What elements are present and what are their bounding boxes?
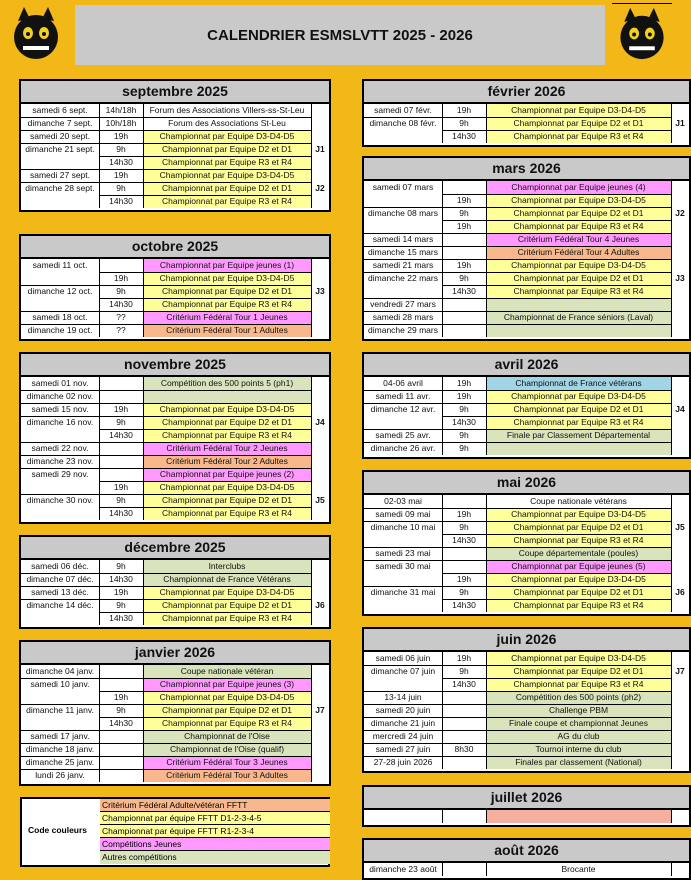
event-date [364, 678, 442, 691]
event-time [442, 298, 486, 311]
event-time: 19h [456, 653, 472, 663]
event-time [442, 863, 486, 876]
month-block-may [362, 470, 691, 616]
event-time: 9h [116, 705, 126, 715]
event-time: 19h [113, 404, 129, 414]
event-name: Championnat par Equipe jeunes (1) [143, 259, 311, 272]
month-title: novembre 2025 [21, 354, 329, 377]
event-time [99, 468, 143, 481]
event-time [442, 730, 486, 743]
event-date [21, 156, 99, 169]
event-name: Championnat par Equipe D2 et D1 [486, 272, 671, 285]
round-label: J1 [675, 118, 685, 128]
event-date [364, 130, 442, 143]
event-name: Finales par classement (National) [486, 756, 671, 769]
legend-item: Critérium Fédéral Adulte/vétéran FFTT [100, 799, 330, 812]
event-time [99, 730, 143, 743]
round-label: J2 [315, 183, 325, 193]
event-name: Championnat par Equipe D2 et D1 [486, 117, 671, 130]
event-time: ?? [116, 325, 126, 335]
event-date: dimanche 12 oct. [27, 286, 93, 296]
event-name: Championnat par Equipe D2 et D1 [143, 494, 311, 507]
event-date: dimanche 02 nov. [26, 391, 94, 401]
event-name: Compétition des 500 points (ph2) [486, 691, 671, 704]
event-date: dimanche 26 avr. [370, 443, 436, 453]
event-date: dimanche 23 nov. [26, 456, 94, 466]
event-time [99, 442, 143, 455]
event-name: Championnat de l'Oise (qualif) [143, 743, 311, 756]
event-time: 19h [456, 195, 472, 205]
event-time [442, 233, 486, 246]
event-name: Championnat par Equipe D3-D4-D5 [143, 691, 311, 704]
event-time: 9h [459, 587, 469, 597]
event-date [21, 272, 99, 285]
event-time: 9h [116, 495, 126, 505]
round-label: J6 [675, 587, 685, 597]
event-time: 19h [456, 260, 472, 270]
month-block-jul [362, 785, 691, 827]
round-label: J3 [675, 273, 685, 283]
event-name [143, 390, 311, 403]
event-name: Championnat par Equipe D3-D4-D5 [486, 259, 671, 272]
event-date: samedi 25 avr. [375, 430, 431, 440]
event-date: samedi 22 nov. [31, 443, 89, 453]
event-time: 14h30 [109, 718, 133, 728]
event-date [364, 285, 442, 298]
event-time: 9h [459, 208, 469, 218]
event-time [99, 743, 143, 756]
event-date: dimanche 10 mai [370, 522, 436, 532]
event-date: dimanche 16 nov. [26, 417, 94, 427]
event-date: dimanche 21 juin [370, 718, 436, 728]
event-date: samedi 07 mars [372, 182, 434, 192]
page-title: CALENDRIER ESMSLVTT 2025 - 2026 [75, 5, 605, 65]
event-time [99, 678, 143, 691]
event-name: Interclubs [143, 560, 311, 573]
event-date: samedi 11 oct. [32, 260, 88, 270]
event-name: Championnat de France Vétérans [143, 573, 311, 586]
event-time: 9h [459, 443, 469, 453]
event-time [442, 704, 486, 717]
event-date [21, 507, 99, 520]
event-date: dimanche 23 août [369, 864, 437, 874]
event-date: dimanche 22 mars [368, 273, 438, 283]
event-date: 02-03 mai [384, 496, 422, 506]
event-name: Challenge PBM [486, 704, 671, 717]
event-name: Championnat par Equipe jeunes (4) [486, 181, 671, 194]
event-name: Championnat par Equipe D2 et D1 [486, 586, 671, 599]
event-date: dimanche 28 sept. [25, 183, 95, 193]
event-time: 14h30 [452, 679, 476, 689]
event-name: Critérium Fédéral Tour 4 Jeunes [486, 233, 671, 246]
month-title: février 2026 [364, 81, 689, 104]
event-name: Championnat par Equipe R3 et R4 [143, 298, 311, 311]
event-name [486, 324, 671, 337]
event-date [364, 534, 442, 547]
event-name: Championnat par Equipe R3 et R4 [486, 599, 671, 612]
event-name: Championnat par Equipe D2 et D1 [143, 704, 311, 717]
event-time: 14h30 [109, 508, 133, 518]
event-date: dimanche 29 mars [368, 325, 438, 335]
event-date: samedi 11 avr. [375, 391, 431, 401]
event-date [364, 194, 442, 207]
event-name: Championnat par Equipe D3-D4-D5 [486, 573, 671, 586]
month-title: août 2026 [364, 840, 689, 863]
round-label: J7 [675, 666, 685, 676]
event-time: 14h/18h [105, 105, 137, 115]
month-block-apr [362, 352, 691, 459]
event-name: Championnat par Equipe D2 et D1 [143, 416, 311, 429]
event-time: 14h30 [109, 613, 133, 623]
event-date: mercredi 24 juin [372, 731, 434, 741]
round-label: J2 [675, 208, 685, 218]
event-name: Championnat par Equipe D3-D4-D5 [486, 652, 671, 665]
event-date: dimanche 12 avr. [370, 404, 436, 414]
event-name: Championnat par Equipe R3 et R4 [486, 130, 671, 143]
club-logo-left [6, 3, 66, 63]
event-time [442, 547, 486, 560]
round-label: J5 [315, 495, 325, 505]
event-date: samedi 20 sept. [29, 131, 90, 141]
month-block-feb [362, 79, 691, 147]
event-date: dimanche 19 oct. [27, 325, 93, 335]
event-date [364, 220, 442, 233]
color-legend [20, 797, 330, 867]
event-time [442, 246, 486, 259]
event-time: 19h [113, 131, 129, 141]
event-date: dimanche 7 sept. [27, 118, 93, 128]
event-date: samedi 23 mai [375, 548, 431, 558]
event-date: dimanche 04 janv. [25, 666, 95, 676]
month-block-jun [362, 627, 691, 773]
event-name: Championnat par Equipe R3 et R4 [486, 678, 671, 691]
event-name: Coupe nationale vétéran [143, 665, 311, 678]
event-date [21, 691, 99, 704]
event-date: dimanche 07 déc. [26, 574, 94, 584]
event-time: 9h [116, 183, 126, 193]
event-date: dimanche 07 juin [370, 666, 436, 676]
event-name: Championnat par Equipe R3 et R4 [486, 220, 671, 233]
event-date: dimanche 21 sept. [25, 144, 95, 154]
event-time [99, 259, 143, 272]
event-date: samedi 09 mai [375, 509, 431, 519]
event-time [442, 560, 486, 573]
event-time: 19h [113, 170, 129, 180]
event-time: 14h30 [452, 535, 476, 545]
event-name: Championnat par Equipe D3-D4-D5 [486, 390, 671, 403]
event-name: Forum des Associations St-Leu [168, 118, 286, 128]
event-date: dimanche 14 déc. [26, 600, 94, 610]
event-time: 14h30 [109, 196, 133, 206]
event-name [486, 810, 671, 823]
event-date: samedi 20 juin [375, 705, 431, 715]
event-date [21, 612, 99, 625]
event-name: Championnat par Equipe D3-D4-D5 [143, 272, 311, 285]
event-time: 19h [456, 574, 472, 584]
event-time: 9h [459, 273, 469, 283]
event-name: Championnat par Equipe D2 et D1 [486, 207, 671, 220]
legend-item: Championnat par équipe FFTT R1-2-3-4 [100, 825, 330, 838]
event-date: samedi 21 mars [372, 260, 434, 270]
event-name: Championnat par Equipe D2 et D1 [143, 285, 311, 298]
event-time [442, 756, 486, 769]
event-date: dimanche 30 nov. [26, 495, 94, 505]
event-date: dimanche 15 mars [368, 247, 438, 257]
event-date: 27-28 juin 2026 [373, 757, 433, 767]
event-name: Championnat par Equipe D3-D4-D5 [143, 130, 311, 143]
month-block-mar [362, 156, 691, 341]
event-time: 14h30 [452, 600, 476, 610]
event-name: Championnat par Equipe R3 et R4 [143, 507, 311, 520]
event-time: 14h30 [109, 299, 133, 309]
round-label: J4 [675, 404, 685, 414]
event-name: Championnat par Equipe R3 et R4 [143, 156, 311, 169]
event-date: samedi 07 févr. [374, 105, 432, 115]
month-title: mars 2026 [364, 158, 689, 181]
event-name [486, 442, 671, 455]
event-date: samedi 06 juin [375, 653, 431, 663]
event-time [99, 377, 143, 390]
event-time [442, 324, 486, 337]
month-title: janvier 2026 [21, 642, 329, 665]
legend-label: Code couleurs [28, 825, 88, 835]
event-time [442, 181, 486, 194]
event-date: dimanche 18 janv. [25, 744, 95, 754]
event-date: samedi 13 déc. [31, 587, 89, 597]
event-date [21, 481, 99, 494]
month-block-dec [19, 535, 331, 629]
club-logo-right [612, 3, 672, 63]
event-time: 9h [459, 118, 469, 128]
event-name: Championnat par Equipe R3 et R4 [486, 416, 671, 429]
header [0, 0, 691, 66]
month-title: avril 2026 [364, 354, 689, 377]
event-name: Compétition des 500 points 5 (ph1) [143, 377, 311, 390]
event-date: 13-14 juin [384, 692, 422, 702]
event-date: dimanche 11 janv. [26, 705, 94, 715]
legend-item: Autres compétitions [100, 851, 330, 864]
round-label: J3 [315, 286, 325, 296]
event-date: samedi 29 nov. [31, 469, 89, 479]
event-date: samedi 17 janv. [30, 731, 90, 741]
event-time: 19h [113, 587, 129, 597]
event-date: samedi 06 déc. [31, 561, 89, 571]
event-time: 14h30 [452, 417, 476, 427]
event-date: samedi 27 juin [375, 744, 431, 754]
event-name: Championnat par Equipe D2 et D1 [486, 665, 671, 678]
event-name: Championnat de France vétérans [486, 377, 671, 390]
event-name: Championnat par Equipe D3-D4-D5 [486, 104, 671, 117]
event-name: Critérium Fédéral Tour 3 Jeunes [143, 756, 311, 769]
month-title: décembre 2025 [21, 537, 329, 560]
event-time [99, 756, 143, 769]
event-name: Coupe nationale vétérans [530, 496, 627, 506]
event-date: samedi 6 sept. [32, 105, 88, 115]
month-block-sep [19, 79, 331, 212]
event-time: 19h [456, 105, 472, 115]
event-time: 9h [116, 600, 126, 610]
event-name: Championnat par Equipe D2 et D1 [143, 599, 311, 612]
event-name: Championnat par Equipe D2 et D1 [143, 182, 311, 195]
event-name: Finale par Classement Départemental [486, 429, 671, 442]
event-time [442, 810, 486, 823]
round-label: J4 [315, 417, 325, 427]
event-name: Championnat par Equipe D3-D4-D5 [143, 481, 311, 494]
event-date: samedi 30 mai [375, 561, 431, 571]
month-title: mai 2026 [364, 472, 689, 495]
event-date: samedi 01 nov. [31, 378, 89, 388]
event-name: Championnat par Equipe R3 et R4 [143, 612, 311, 625]
event-time: 19h [113, 482, 129, 492]
event-name [486, 298, 671, 311]
month-block-jan [19, 640, 331, 786]
event-name: Championnat par Equipe D3-D4-D5 [143, 403, 311, 416]
event-name: Championnat par Equipe D3-D4-D5 [143, 169, 311, 182]
event-name: Championnat par Equipe R3 et R4 [143, 429, 311, 442]
event-time: 9h [459, 404, 469, 414]
event-time [99, 769, 143, 782]
event-name: Championnat par Equipe D2 et D1 [486, 521, 671, 534]
event-name: Championnat par Equipe R3 et R4 [486, 285, 671, 298]
event-name: Critérium Fédéral Tour 1 Jeunes [143, 311, 311, 324]
event-time: 14h30 [109, 574, 133, 584]
event-time: 10h/18h [105, 118, 137, 128]
event-time [99, 455, 143, 468]
event-name: Finale coupe et championnat Jeunes [486, 717, 671, 730]
event-date [364, 416, 442, 429]
event-time: 9h [116, 286, 126, 296]
event-time: 9h [459, 522, 469, 532]
month-block-nov [19, 352, 331, 524]
event-name: Championnat par Equipe D3-D4-D5 [143, 586, 311, 599]
event-name: Critérium Fédéral Tour 1 Adultes [143, 324, 311, 337]
event-date [21, 298, 99, 311]
event-name: Championnat par Equipe R3 et R4 [486, 534, 671, 547]
event-name: Championnat de l'Oise [143, 730, 311, 743]
event-time: 14h30 [452, 131, 476, 141]
event-date: 04-06 avril [383, 378, 423, 388]
event-name: Championnat par Equipe jeunes (2) [143, 468, 311, 481]
event-time: 19h [456, 221, 472, 231]
event-date: samedi 15 nov. [31, 404, 89, 414]
event-date: samedi 28 mars [372, 312, 434, 322]
event-name: Championnat par Equipe jeunes (5) [486, 560, 671, 573]
event-date: dimanche 08 mars [368, 208, 438, 218]
event-name: Championnat par Equipe D2 et D1 [486, 403, 671, 416]
month-title: juillet 2026 [364, 787, 689, 810]
event-time [442, 495, 486, 508]
event-date: samedi 18 oct. [32, 312, 88, 322]
event-time: 9h [116, 561, 126, 571]
event-name: Critérium Fédéral Tour 2 Adultes [143, 455, 311, 468]
legend-item: Compétitions Jeunes [100, 838, 330, 851]
event-time [442, 691, 486, 704]
round-label: J6 [315, 600, 325, 610]
event-date: samedi 10 janv. [30, 679, 90, 689]
month-block-oct [19, 234, 331, 341]
event-date [21, 429, 99, 442]
event-time: 14h30 [452, 286, 476, 296]
event-time: 14h30 [109, 430, 133, 440]
event-time: 19h [456, 391, 472, 401]
event-name: Tournoi interne du club [486, 743, 671, 756]
event-date: dimanche 31 mai [370, 587, 436, 597]
event-time: 9h [116, 144, 126, 154]
event-name: Championnat par Equipe jeunes (3) [143, 678, 311, 691]
event-name: Championnat par Equipe D3-D4-D5 [486, 508, 671, 521]
month-title: juin 2026 [364, 629, 689, 652]
legend-item: Championnat par équipe FFTT D1-2-3-4-5 [100, 812, 330, 825]
event-name: Coupe départementale (poules) [486, 547, 671, 560]
round-label: J7 [315, 705, 325, 715]
event-name: Brocante [561, 864, 596, 874]
event-time [99, 390, 143, 403]
event-time: 19h [113, 692, 129, 702]
event-name: Critérium Fédéral Tour 2 Jeunes [143, 442, 311, 455]
event-date: dimanche 08 févr. [369, 118, 437, 128]
event-time [99, 665, 143, 678]
round-label: J5 [675, 522, 685, 532]
event-date [21, 717, 99, 730]
event-time: 9h [459, 666, 469, 676]
event-time: 9h [459, 430, 469, 440]
event-date: samedi 27 sept. [29, 170, 90, 180]
event-name: Championnat par Equipe R3 et R4 [143, 717, 311, 730]
event-time: 19h [456, 378, 472, 388]
event-time: 14h30 [109, 157, 133, 167]
event-name: Championnat par Equipe D3-D4-D5 [486, 194, 671, 207]
event-date [364, 599, 442, 612]
event-date: lundi 26 janv. [35, 770, 85, 780]
event-name: Forum des Associations Villers-ss-St-Leu [149, 105, 305, 115]
event-date [364, 810, 442, 823]
month-title: septembre 2025 [21, 81, 329, 104]
event-name: Championnat par Equipe D2 et D1 [143, 143, 311, 156]
event-date: samedi 14 mars [372, 234, 434, 244]
event-name: Critérium Fédéral Tour 4 Adultes [486, 246, 671, 259]
event-time: 19h [113, 273, 129, 283]
event-date: vendredi 27 mars [370, 299, 436, 309]
event-date [21, 195, 99, 208]
month-block-aug [362, 838, 691, 880]
event-time: 8h30 [454, 744, 474, 754]
event-time: ?? [116, 312, 126, 322]
event-name: Championnat par Equipe R3 et R4 [143, 195, 311, 208]
event-date [364, 573, 442, 586]
event-name: Critérium Fédéral Tour 3 Adultes [143, 769, 311, 782]
event-time [442, 311, 486, 324]
event-name: AG du club [486, 730, 671, 743]
event-name: Championnat de France séniors (Laval) [486, 311, 671, 324]
month-title: octobre 2025 [21, 236, 329, 259]
round-label: J1 [315, 144, 325, 154]
event-time: 9h [116, 417, 126, 427]
event-date: dimanche 25 janv. [25, 757, 95, 767]
event-time: 19h [456, 509, 472, 519]
event-time [442, 717, 486, 730]
